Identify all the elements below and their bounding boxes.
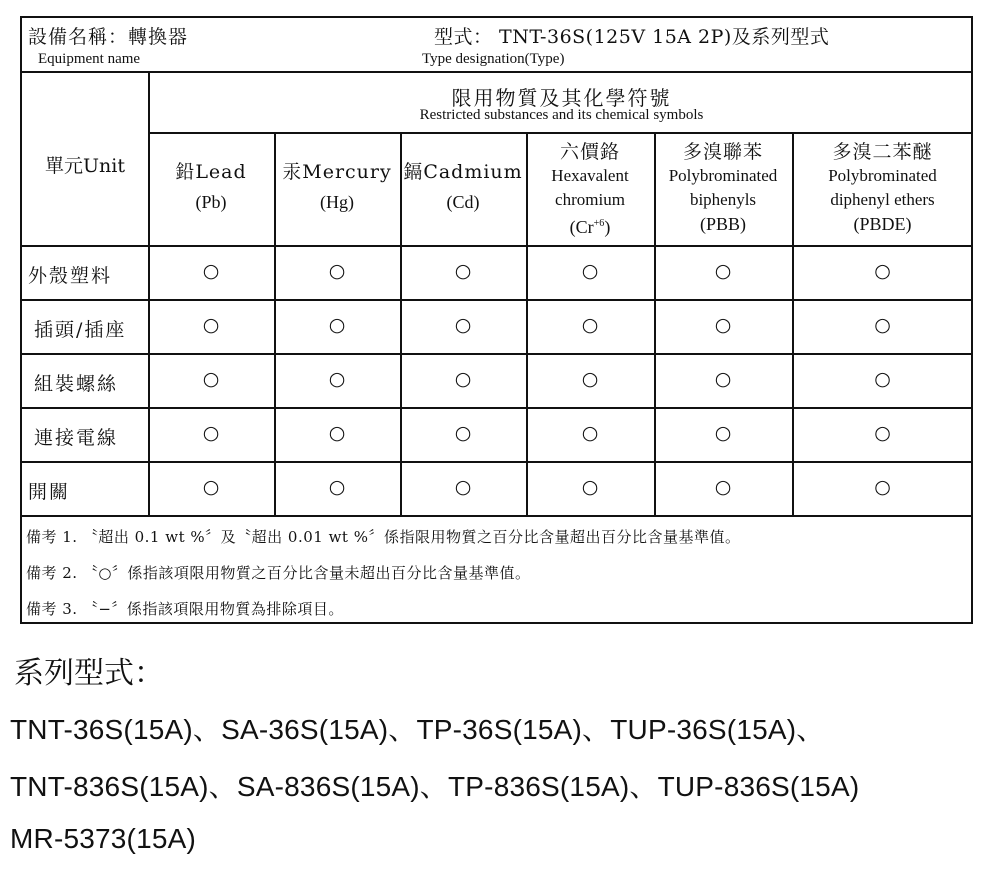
status-mark: ○: [581, 368, 599, 390]
status-mark: ○: [328, 422, 346, 444]
row-label: 外殼塑料: [28, 265, 113, 287]
table-line: [22, 353, 973, 355]
column-symbol: (Pb): [195, 192, 227, 212]
status-mark: ○: [581, 314, 599, 336]
column-header-pbde: [792, 140, 973, 236]
column-symbol: (Hg): [320, 192, 354, 212]
table-line: [22, 407, 973, 409]
equipment-name-zh: 設備名稱：轉換器: [28, 26, 189, 48]
column-symbol: $(Cr^{+6})$: [569, 217, 611, 237]
row-label: 插頭/插座: [34, 319, 127, 341]
status-mark: ○: [874, 314, 891, 336]
column-header-mercury: [274, 160, 400, 214]
unit-label: 單元Unit: [45, 155, 125, 177]
column-name: 汞Mercury: [282, 161, 392, 183]
column-symbol: (Cd): [446, 192, 480, 212]
status-mark: ○: [714, 476, 732, 498]
row-label: 開關: [28, 481, 71, 503]
column-header-hexavalent-chromium: [526, 140, 654, 239]
column-name: 多溴聯苯: [682, 141, 763, 163]
status-mark: ○: [202, 368, 220, 390]
column-header-cadmium: [400, 160, 526, 214]
status-mark: ○: [328, 476, 346, 498]
status-mark: ○: [202, 260, 220, 282]
series-line-2: TNT-836S(15A)、SA-836S(15A)、TP-836S(15A)、TUP-836S(15A): [10, 771, 860, 802]
status-mark: ○: [328, 368, 346, 390]
status-mark: ○: [202, 476, 220, 498]
status-mark: ○: [874, 260, 891, 282]
table-line: [22, 245, 973, 247]
note-3: 備考 3. 〝−〞係指該項限用物質為排除項目。: [26, 600, 344, 618]
column-name-en: Hexavalent chromium: [551, 166, 629, 209]
status-mark: ○: [874, 368, 891, 390]
type-zh: 型式： TNT-36S(125V 15A 2P)及系列型式: [434, 26, 830, 48]
restricted-title-zh: 限用物質及其化學符號: [451, 86, 672, 110]
status-mark: ○: [328, 314, 346, 336]
column-name: 多溴二苯醚: [832, 141, 933, 163]
status-mark: ○: [328, 260, 346, 282]
status-mark: ○: [454, 314, 472, 336]
table-line: [22, 461, 973, 463]
series-line-3: MR-5373(15A): [10, 823, 197, 854]
status-mark: ○: [874, 422, 891, 444]
column-symbol: (PBB): [699, 214, 746, 234]
column-symbol: (PBDE): [853, 214, 912, 234]
note-1: 備考 1. 〝超出 0.1 wt %〞及〝超出 0.01 wt %〞係指限用物質之百分比含量超出百分比含量基準值。: [26, 528, 741, 546]
status-mark: ○: [874, 476, 891, 498]
column-header-lead: [148, 160, 274, 214]
status-mark: ○: [202, 314, 220, 336]
equipment-name-en: Equipment name: [38, 51, 141, 67]
table-line: [22, 71, 973, 73]
status-mark: ○: [454, 476, 472, 498]
series-line-1: TNT-36S(15A)、SA-36S(15A)、TP-36S(15A)、TUP-36S(15A)、: [10, 714, 825, 745]
row-label: 組裝螺絲: [34, 373, 119, 395]
status-mark: ○: [581, 422, 599, 444]
status-mark: ○: [714, 314, 732, 336]
rohs-table: [20, 16, 973, 624]
status-mark: ○: [202, 422, 220, 444]
column-name: 鉛Lead: [175, 161, 247, 183]
status-mark: ○: [454, 260, 472, 282]
column-name: 鎘Cadmium: [403, 161, 523, 183]
column-name: 六價鉻: [559, 141, 620, 163]
note-2: 備考 2. 〝○〞係指該項限用物質之百分比含量未超出百分比含量基準值。: [26, 564, 531, 582]
status-mark: ○: [714, 368, 732, 390]
status-mark: ○: [581, 260, 599, 282]
restricted-title-en: Restricted substances and its chemical symbols: [419, 107, 704, 123]
status-mark: ○: [581, 476, 599, 498]
table-line: [22, 515, 973, 517]
table-line: [22, 299, 973, 301]
status-mark: ○: [714, 260, 732, 282]
column-name-en: Polybrominated biphenyls: [668, 166, 778, 209]
table-line: [148, 132, 973, 134]
series-title: 系列型式：: [14, 656, 164, 691]
table-line: [148, 71, 150, 515]
column-header-pbb: [654, 140, 792, 236]
status-mark: ○: [454, 368, 472, 390]
status-mark: ○: [454, 422, 472, 444]
row-label: 連接電線: [34, 427, 119, 449]
status-mark: ○: [714, 422, 732, 444]
type-en: Type designation(Type): [422, 51, 565, 67]
column-name-en: Polybrominated diphenyl ethers: [828, 166, 937, 209]
